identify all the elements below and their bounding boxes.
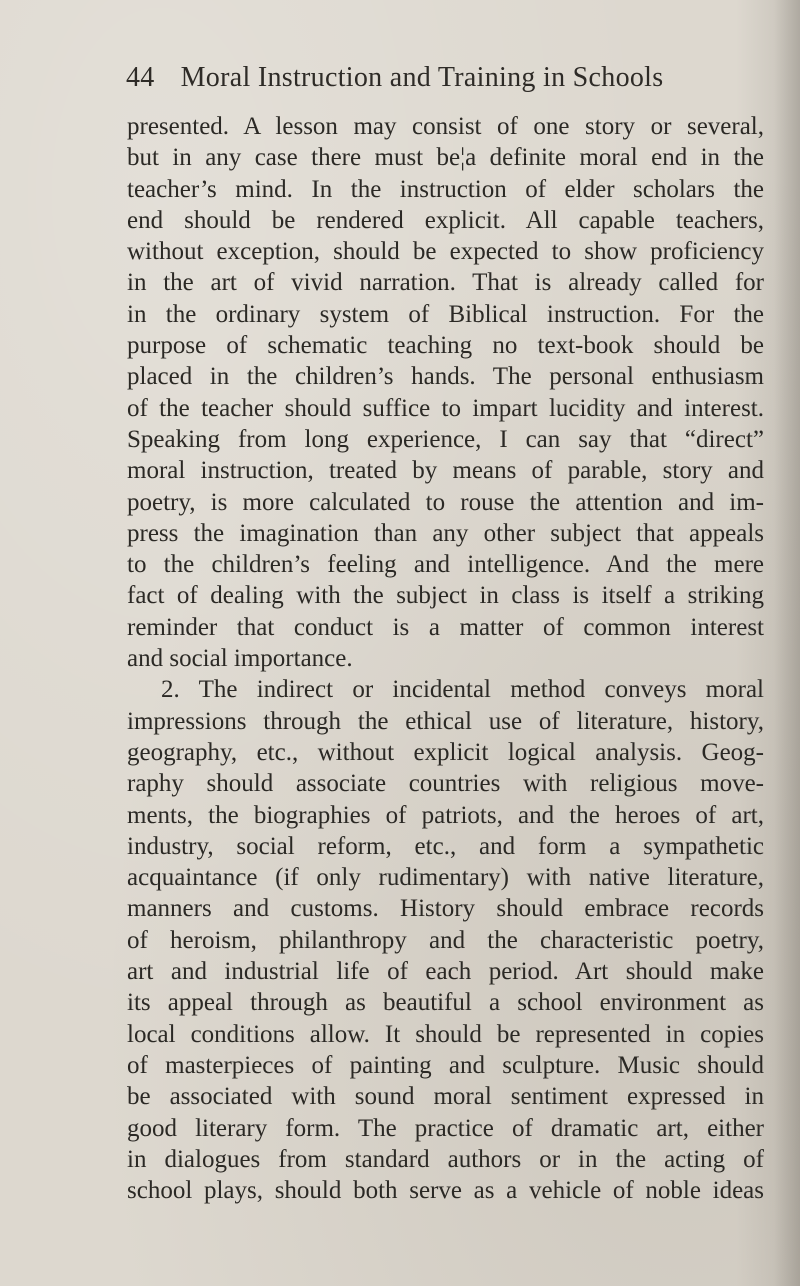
text-line: raphy should associate countries with religious move- bbox=[127, 770, 764, 798]
text-line: ments, the biographies of patriots, and the heroes of art, bbox=[127, 801, 764, 829]
running-title: Moral Instruction and Training in Schools bbox=[180, 62, 664, 93]
text-line: fact of dealing with the subject in class is itself a striking bbox=[127, 582, 764, 610]
text-line: manners and customs. History should embrace records bbox=[127, 895, 764, 923]
text-line: poetry, is more calculated to rouse the attention and im- bbox=[127, 488, 764, 516]
text-line: presented. A lesson may consist of one story or several, bbox=[127, 113, 764, 140]
text-line: reminder that conduct is a matter of common interest bbox=[127, 613, 764, 641]
text-line: end should be rendered explicit. All capable teachers, bbox=[127, 206, 764, 234]
text-line: purpose of schematic teaching no text-book should be bbox=[127, 332, 764, 360]
text-line: its appeal through as beautiful a school environment as bbox=[127, 989, 764, 1017]
text-line: in the art of vivid narration. That is already called for bbox=[127, 269, 764, 297]
text-line: impressions through the ethical use of literature, history, bbox=[127, 707, 764, 735]
text-line: geography, etc., without explicit logical analysis. Geog- bbox=[127, 738, 764, 766]
text-line: placed in the children’s hands. The personal enthusiasm bbox=[127, 363, 764, 391]
running-head bbox=[126, 62, 766, 94]
text-line: of heroism, philanthropy and the characteristic poetry, bbox=[127, 926, 764, 954]
text-line: teacher’s mind. In the instruction of elder scholars the bbox=[127, 175, 764, 203]
text-line: moral instruction, treated by means of parable, story and bbox=[127, 457, 764, 485]
page-number: 44 bbox=[126, 62, 155, 93]
text-line: good literary form. The practice of dramatic art, either bbox=[127, 1114, 764, 1142]
text-line: local conditions allow. It should be represented in copies bbox=[127, 1020, 764, 1048]
text-line: in dialogues from standard authors or in the acting of bbox=[127, 1145, 764, 1173]
text-line: press the imagination than any other subject that appeals bbox=[127, 519, 764, 547]
text-line: but in any case there must be¦a definite moral end in the bbox=[127, 144, 764, 172]
text-line: without exception, should be expected to show proficiency bbox=[127, 238, 764, 266]
text-line: to the children’s feeling and intelligence. And the mere bbox=[127, 551, 764, 579]
page-edge-shadow bbox=[774, 0, 800, 1286]
text-line: acquaintance (if only rudimentary) with native literature, bbox=[127, 864, 764, 892]
paragraph-start-line: 2. The indirect or incidental method conveys moral bbox=[161, 676, 764, 704]
text-line: in the ordinary system of Biblical instruction. For the bbox=[127, 300, 764, 328]
text-line: of the teacher should suffice to impart lucidity and interest. bbox=[127, 394, 764, 422]
text-line: Speaking from long experience, I can say that “direct” bbox=[127, 425, 764, 453]
text-line: art and industrial life of each period. Art should make bbox=[127, 958, 764, 986]
text-line: of masterpieces of painting and sculpture. Music should bbox=[127, 1051, 764, 1079]
text-line: industry, social reform, etc., and form a sympathetic bbox=[127, 832, 764, 860]
body-text bbox=[127, 111, 764, 1206]
text-line: school plays, should both serve as a vehicle of noble ideas bbox=[127, 1177, 764, 1205]
text-line: be associated with sound moral sentiment expressed in bbox=[127, 1083, 764, 1111]
paragraph-end-line: and social importance. bbox=[127, 645, 353, 673]
